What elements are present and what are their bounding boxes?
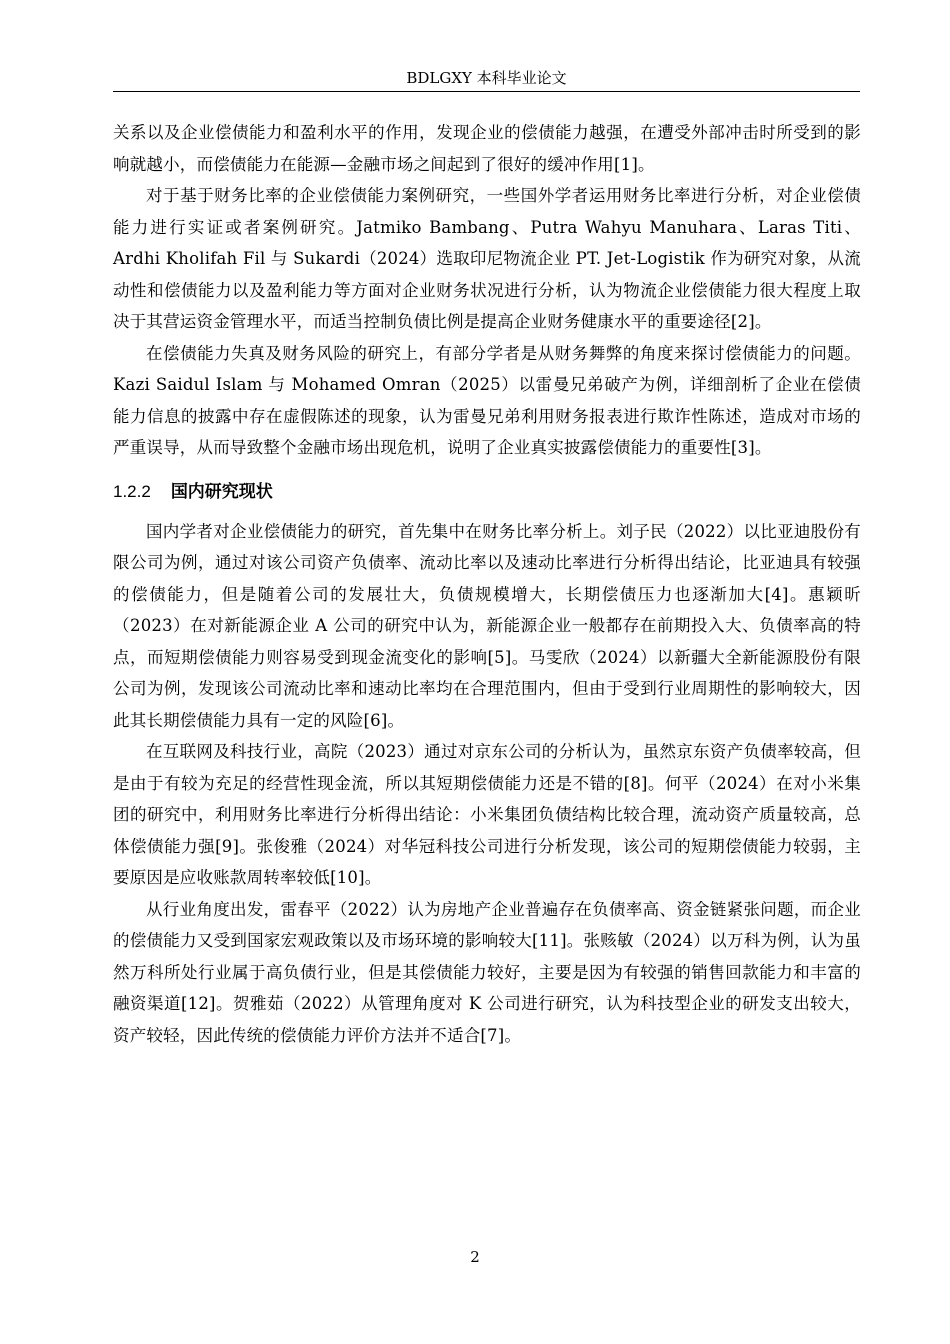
paragraph: 在互联网及科技行业，高院（2023）通过对京东公司的分析认为，虽然京东资产负债率较高，但是由于有较为充足的经营性现金流，所以其短期偿债能力还是不错的[8]。何平（2024）在对小米集团的研究中，利用财务比率进行分析得出结论：小米集团负债结构比较合理，流动资产质量较高，总体偿债能力强[9]。张俊雅（2024）对华冠科技公司进行分析发现，该公司的短期偿债能力较弱，主要原因是应收账款周转率较低[10]。: [113, 742, 861, 887]
page-header: [113, 66, 860, 90]
section-number: 1.2.2: [113, 481, 151, 501]
paragraph: 在偿债能力失真及财务风险的研究上，有部分学者是从财务舞弊的角度来探讨偿债能力的问题。Kazi Saidul Islam 与 Mohamed Omran（2025）以雷曼兄弟破产为例，详细剖析了企业在偿债能力信息的披露中存在虚假陈述的现象，认为雷曼兄弟利用财务报表进行欺诈性陈述，造成对市场的严重误导，从而导致整个金融市场出现危机，说明了企业真实披露偿债能力的重要性[3]。: [113, 343, 861, 457]
paragraph: 对于基于财务比率的企业偿债能力案例研究，一些国外学者运用财务比率进行分析，对企业偿债能力进行实证或者案例研究。Jatmiko Bambang、Putra Wahyu Manuhara、Laras Titi、Ardhi Kholifah Fil 与 Sukardi（2024）选取印尼物流企业 PT. Jet-Logistik 作为研究对象，从流动性和偿债能力以及盈利能力等方面对企业财务状况进行分析，认为物流企业偿债能力很大程度上取决于其营运资金管理水平，而适当控制负债比例是提高企业财务健康水平的重要途径[2]。: [113, 186, 861, 331]
paragraph: 从行业角度出发，雷春平（2022）认为房地产企业普遍存在负债率高、资金链紧张问题，而企业的偿债能力又受到国家宏观政策以及市场环境的影响较大[11]。张赅敏（2024）以万科为例，认为虽然万科所处行业属于高负债行业，但是其偿债能力较好，主要是因为有较强的销售回款能力和丰富的融资渠道[12]。贺雅茹（2022）从管理角度对 K 公司进行研究，认为科技型企业的研发支出较大，资产较轻，因此传统的偿债能力评价方法并不适合[7]。: [113, 899, 861, 1045]
paragraph: 国内学者对企业偿债能力的研究，首先集中在财务比率分析上。刘子民（2022）以比亚迪股份有限公司为例，通过对该公司资产负债率、流动比率以及速动比率进行分析得出结论，比亚迪具有较强的偿债能力，但是随着公司的发展壮大，负债规模增大，长期偿债压力也逐渐加大[4]。惠颖昕（2023）在对新能源企业 A 公司的研究中认为，新能源企业一般都存在前期投入大、负债率高的特点，而短期偿债能力则容易受到现金流变化的影响[5]。马雯欣（2024）以新疆大全新能源股份有限公司为例，发现该公司流动比率和速动比率均在合理范围内，但由于受到行业周期性的影响较大，因此其长期偿债能力具有一定的风险[6]。: [113, 521, 861, 730]
paragraph: 关系以及企业偿债能力和盈利水平的作用，发现企业的偿债能力越强，在遭受外部冲击时所受到的影响就越小，而偿债能力在能源—金融市场之间起到了很好的缓冲作用[1]。: [113, 123, 861, 174]
document-body: [113, 117, 861, 1051]
page-number: 2: [470, 1248, 480, 1266]
header-title: BDLGXY 本科毕业论文: [406, 69, 567, 87]
section-title: 国内研究现状: [170, 481, 273, 502]
section-heading: [113, 478, 861, 506]
header-divider: [113, 91, 860, 92]
